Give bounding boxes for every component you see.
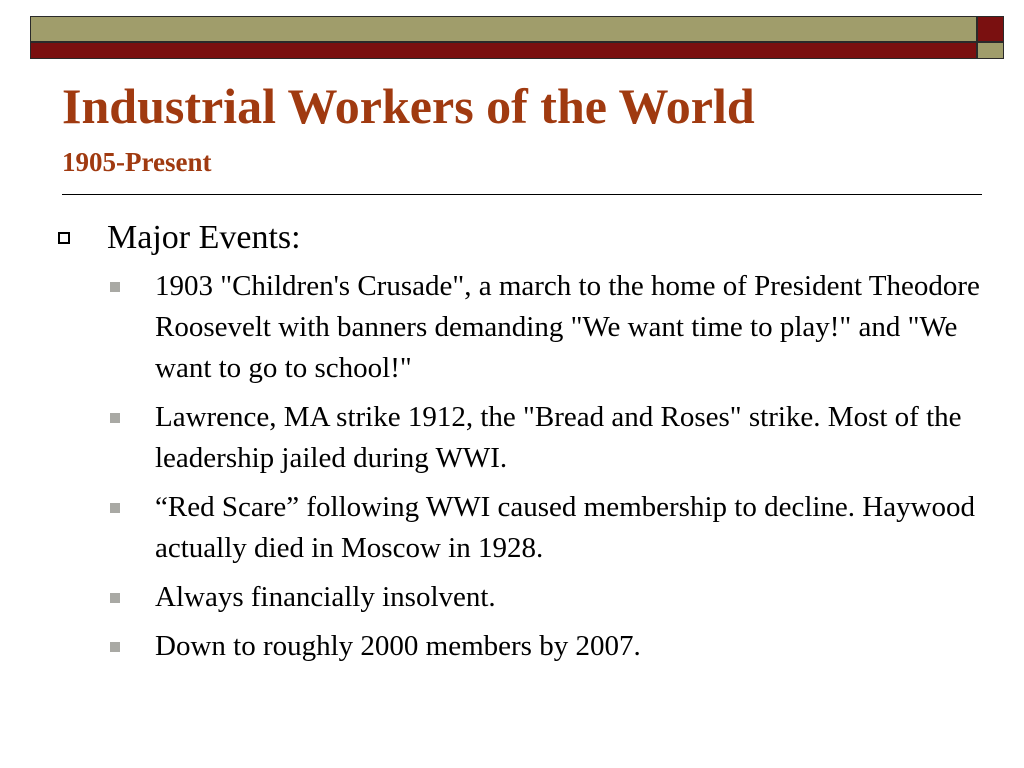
- event-text: Down to roughly 2000 members by 2007.: [155, 630, 641, 662]
- main-bullet-text: Major Events:: [107, 219, 301, 256]
- title-divider: [62, 194, 982, 195]
- square-bullet-icon: [110, 593, 120, 603]
- slide-subtitle: 1905-Present: [62, 147, 212, 177]
- event-item: [0, 487, 1024, 569]
- header-corner-square-olive: [977, 42, 1004, 59]
- square-bullet-icon: [110, 282, 120, 292]
- event-text: Lawrence, MA strike 1912, the "Bread and Roses" strike. Most of the leadership jailed during WWI.: [155, 401, 962, 474]
- event-text: 1903 "Children's Crusade", a march to the home of President Theodore Roosevelt with banners demanding "We want time to play!" and "We want to go to school!": [155, 270, 980, 384]
- square-bullet-icon: [110, 413, 120, 423]
- slide-title: Industrial Workers of the World: [62, 78, 755, 134]
- header-bar-red: [30, 42, 977, 59]
- event-item: [0, 397, 1024, 479]
- square-bullet-icon: [110, 503, 120, 513]
- event-text: Always financially insolvent.: [155, 581, 496, 613]
- hollow-square-bullet-icon: [58, 232, 70, 244]
- event-item: [0, 577, 1024, 618]
- events-list: [0, 266, 1024, 667]
- square-bullet-icon: [110, 642, 120, 652]
- slide-body: [0, 214, 1024, 675]
- event-item: [0, 266, 1024, 389]
- event-text: “Red Scare” following WWI caused membership to decline. Haywood actually died in Moscow in 1928.: [155, 491, 976, 564]
- event-item: [0, 626, 1024, 667]
- header-bar-olive: [30, 16, 977, 42]
- main-bullet: [0, 214, 1024, 262]
- header-corner-square-red: [977, 16, 1004, 42]
